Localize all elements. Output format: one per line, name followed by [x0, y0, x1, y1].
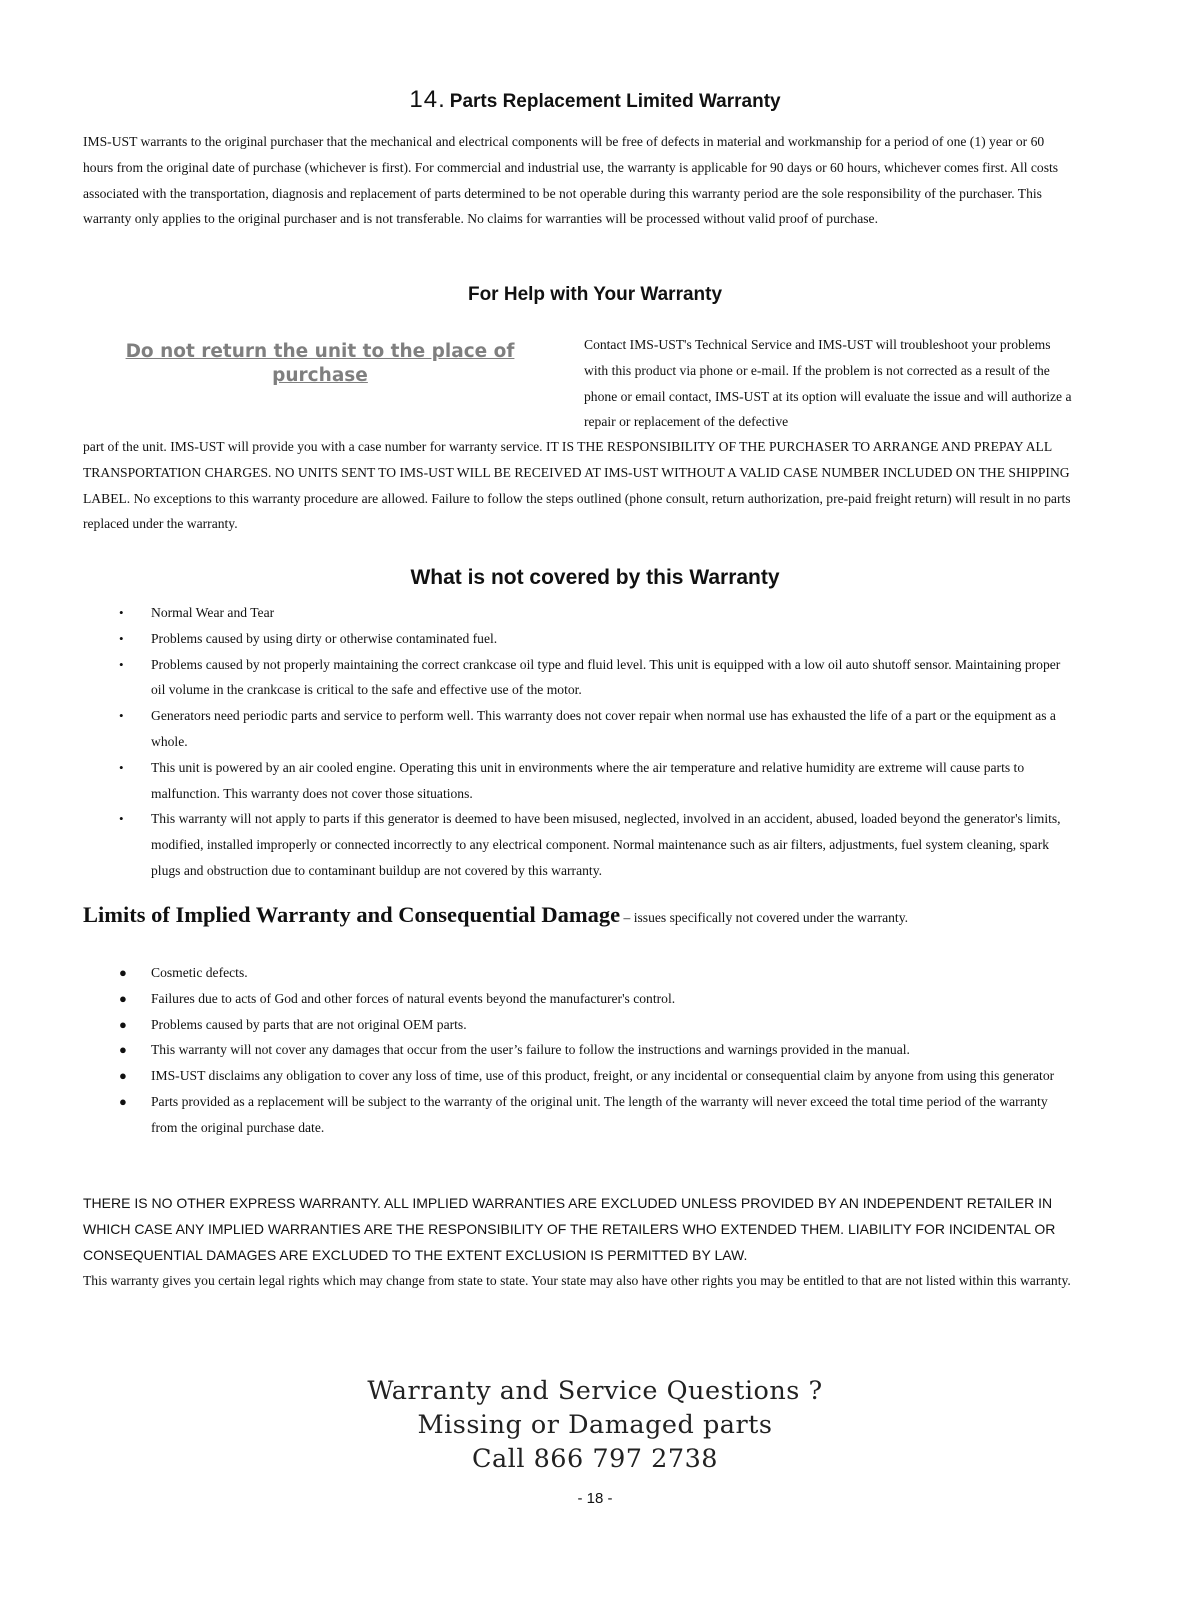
- express-warranty-disclaimer: THERE IS NO OTHER EXPRESS WARRANTY. ALL IMPLIED WARRANTIES ARE EXCLUDED UNLESS PROVIDED BY AN INDEPENDENT RETAILER IN WHICH CASE ANY IMPLIED WARRANTIES ARE THE RESPONSIBILITY OF THE RETAILERS WHO EXTENDED THEM. LIABILITY FOR INCIDENTAL OR CONSEQUENTIAL DAMAGES ARE EXCLUDED TO THE EXTENT EXCLUSION IS PERMITTED BY LAW.: [83, 1195, 1056, 1263]
- list-item: • Normal Wear and Tear: [83, 600, 1073, 626]
- list-item: ● IMS-UST disclaims any obligation to cover any loss of time, use of this product, freight, or any incidental or consequential claim by anyone from using this generator: [83, 1063, 1073, 1089]
- bullet-icon: •: [119, 708, 124, 724]
- bullet-icon: ●: [119, 1016, 127, 1032]
- bullet-icon: ●: [119, 1068, 127, 1084]
- limits-subtitle: – issues specifically not covered under the warranty.: [620, 910, 909, 925]
- bullet-icon: •: [119, 656, 124, 672]
- callout-line-2: Missing or Damaged parts: [417, 1410, 773, 1440]
- list-item: • Problems caused by not properly maintaining the correct crankcase oil type and fluid level. This unit is equipped with a low oil auto shutoff sensor. Maintaining proper oil volume in the crankcase is critical to the safe and effective use of the motor.: [83, 652, 1073, 704]
- contact-text: Contact IMS-UST's Technical Service and IMS-UST will troubleshoot your problems with this product via phone or e-mail. If the problem is not corrected as a result of the phone or email contact, IMS-UST at its option will evaluate the issue and will authorize a repair or replacement of the defective: [584, 337, 1072, 430]
- page-number: - 18 -: [577, 1490, 613, 1507]
- list-item: ● Failures due to acts of God and other forces of natural events beyond the manufacturer's control.: [83, 986, 1073, 1012]
- warranty-paragraph: IMS-UST warrants to the original purchaser that the mechanical and electrical components will be free of defects in material and workmanship for a period of one (1) year or 60 hours from the original date of purchase (whichever is first). For commercial and industrial use, the warranty is applicable for 90 days or 60 hours, whichever comes first. All costs associated with the transportation, diagnosis and replacement of parts determined to be not operable during this warranty period are the sole responsibility of the purchaser. This warranty only applies to the original purchaser and is not transferable. No claims for warranties will be processed without valid proof of purchase.: [83, 134, 1059, 227]
- bullet-icon: •: [119, 630, 124, 646]
- list-item: ● Problems caused by parts that are not original OEM parts.: [83, 1012, 1073, 1038]
- not-covered-list: [83, 600, 1073, 884]
- list-item: • Problems caused by using dirty or otherwise contaminated fuel.: [83, 626, 1073, 652]
- list-item: ● This warranty will not cover any damages that occur from the user’s failure to follow the instructions and warnings provided in the manual.: [83, 1037, 1073, 1063]
- bullet-icon: ●: [119, 965, 127, 980]
- limits-title: Limits of Implied Warranty and Consequential Damage: [83, 902, 621, 927]
- list-item: ● Cosmetic defects.: [83, 960, 1073, 986]
- list-item: • This unit is powered by an air cooled engine. Operating this unit in environments where the air temperature and relative humidity are extreme will cause parts to malfunction. This warranty does not cover those situations.: [83, 755, 1073, 807]
- bullet-icon: ●: [119, 990, 127, 1006]
- not-covered-heading: What is not covered by this Warranty: [410, 566, 780, 589]
- bullet-icon: •: [119, 759, 124, 775]
- contact-text-continued: part of the unit. IMS-UST will provide you with a case number for warranty service. IT IS THE RESPONSIBILITY OF THE PURCHASER TO ARRANGE AND PREPAY ALL TRANSPORTATION CHARGES. NO UNITS SENT TO IMS-UST WILL BE RECEIVED AT IMS-UST WITHOUT A VALID CASE NUMBER INCLUDED ON THE SHIPPING LABEL. No exceptions to this warranty procedure are allowed. Failure to follow the steps outlined (phone consult, return authorization, pre-paid freight return) will result in no parts replaced under the warranty.: [83, 439, 1071, 532]
- list-item: • Generators need periodic parts and service to perform well. This warranty does not cover repair when normal use has exhausted the life of a part or the equipment as a whole.: [83, 703, 1073, 755]
- do-not-return-notice: Do not return the unit to the place of purchase: [125, 341, 515, 386]
- legal-rights-text: This warranty gives you certain legal rights which may change from state to state. Your state may also have other rights you may be entitled to that are not listed within this warranty.: [83, 1273, 1071, 1288]
- bullet-icon: •: [119, 811, 124, 827]
- list-item: • This warranty will not apply to parts if this generator is deemed to have been misused, neglected, involved in an accident, abused, loaded beyond the generator's limits, modified, installed improperly or connected incorrectly to any electrical component. Normal maintenance such as air filters, adjustments, fuel system cleaning, spark plugs and obstruction due to contaminant buildup are not covered by this warranty.: [83, 806, 1073, 883]
- bullet-icon: •: [119, 605, 124, 620]
- help-heading: For Help with Your Warranty: [467, 284, 723, 305]
- callout-phone: Call 866 797 2738: [471, 1444, 719, 1474]
- callout-line-1: Warranty and Service Questions ?: [367, 1376, 823, 1406]
- bullet-icon: ●: [119, 1093, 127, 1109]
- list-item: ● Parts provided as a replacement will be subject to the warranty of the original unit. The length of the warranty will never exceed the total time period of the warranty from the original purchase date.: [83, 1089, 1073, 1141]
- section-14-heading: [0, 86, 1190, 114]
- limits-list: [83, 960, 1073, 1141]
- section-title: Parts Replacement Limited Warranty: [449, 91, 781, 112]
- section-number: 14.: [409, 86, 446, 113]
- contact-callout: [0, 1374, 1190, 1476]
- bullet-icon: ●: [119, 1042, 127, 1058]
- limits-heading: [83, 902, 1083, 928]
